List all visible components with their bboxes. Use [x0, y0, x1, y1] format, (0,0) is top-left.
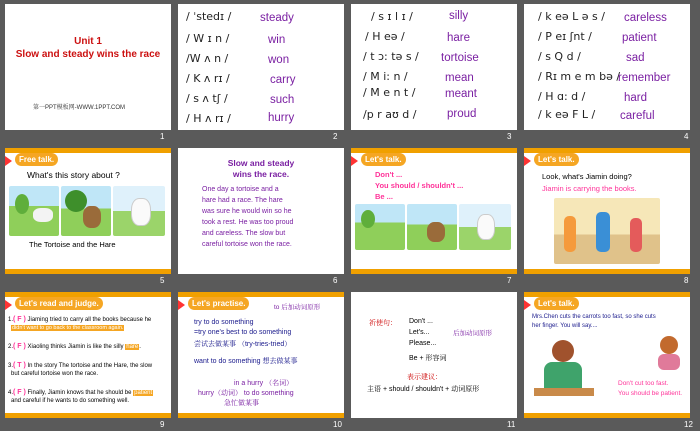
phrase-5: in a hurry （名词）	[234, 380, 294, 387]
item-4-mark: ( F )	[13, 389, 26, 396]
footer-text: 第一PPT模板网-WWW.1PPT.COM	[33, 105, 125, 111]
word-3: tortoise	[441, 52, 479, 64]
phrase-4: want to do something 想去做某事	[194, 358, 298, 365]
word-6: careful	[620, 110, 655, 122]
slide-number-9: 9	[160, 420, 165, 429]
bottom-bar	[178, 413, 344, 418]
item-3-line-2: but careful tortoise won the race.	[11, 371, 99, 377]
phonetic-6: / H ʌ rɪ /	[186, 112, 231, 125]
story-picture-2	[61, 186, 111, 236]
bullet-icon	[351, 156, 358, 166]
slide-number-5: 5	[160, 276, 165, 285]
slide-number-4: 4	[684, 132, 689, 141]
word-1: steady	[260, 12, 294, 24]
word-4: carry	[270, 74, 296, 86]
word-1: careless	[624, 12, 667, 24]
slide-number-2: 2	[333, 132, 338, 141]
story-picture-1	[9, 186, 59, 236]
phonetic-4: / Rɪ m e m bə /	[538, 70, 621, 83]
slide-number-3: 3	[507, 132, 512, 141]
section-pill: Let's talk.	[534, 153, 579, 166]
pattern-lets: Let's...	[409, 329, 430, 336]
label-suggestion: 表示建议：	[407, 374, 442, 381]
slide-thumbnail-10[interactable]	[178, 292, 344, 418]
story-line-6: careful tortoise won the race.	[202, 241, 292, 248]
classroom-picture	[554, 198, 660, 264]
word-5: hard	[624, 92, 648, 104]
slide-thumbnail-4[interactable]	[524, 4, 690, 130]
phonetic-1: / k eə L ə s /	[538, 10, 605, 23]
slide-number-8: 8	[684, 276, 689, 285]
question-text: Look, what's Jiamin doing?	[542, 172, 632, 181]
story-line-5: and careless. The slow but	[202, 230, 286, 237]
bottom-bar	[5, 413, 171, 418]
bubble-line-2: You should be patient.	[618, 390, 683, 397]
phonetic-2: / P eɪ ʃnt /	[538, 30, 592, 43]
phonetic-3: / s Q d /	[538, 50, 581, 63]
word-5: meant	[445, 88, 477, 100]
story-line-3: was sure he would win so he	[202, 208, 292, 215]
item-1-line-2: didn't want to go back to the classroom again.	[12, 325, 124, 331]
phonetic-2: / H eə /	[365, 30, 405, 43]
slide-number-7: 7	[507, 276, 512, 285]
item-3-mark: ( T )	[13, 362, 26, 369]
story-line-1: One day a tortoise and a	[202, 186, 279, 193]
slide-thumbnail-8[interactable]	[524, 148, 690, 274]
bullet-icon	[178, 300, 185, 310]
word-3: sad	[626, 52, 645, 64]
word-2: hare	[447, 32, 471, 44]
note-text: 后加动词原形	[453, 330, 492, 337]
bullet-icon	[524, 156, 531, 166]
section-pill: Let's talk.	[534, 297, 579, 310]
phonetic-3: / t ɔ: tə s /	[363, 50, 419, 63]
item-3-text: In the story The tortoise and the Hare, the slow	[27, 363, 153, 369]
section-pill: Let's read and judge.	[15, 297, 103, 310]
story-line-4: took a rest. He was too proud	[202, 219, 294, 226]
slide-thumbnail-3[interactable]	[351, 4, 517, 130]
label-imperative: 祈使句：	[369, 320, 397, 327]
teacher-picture	[654, 332, 684, 372]
phonetic-1: / ˈstedɪ /	[186, 10, 232, 23]
story-picture-1	[355, 204, 405, 250]
scenario-line-2: her finger. You will say....	[532, 323, 598, 329]
question-text: What's this story about ?	[27, 170, 120, 180]
phonetic-5: / H ɑ: d /	[538, 90, 586, 103]
item-1: 1.( F ) Jiaming tried to carry all the books because he	[8, 316, 152, 323]
pattern-please: Please...	[409, 340, 437, 347]
word-2: win	[268, 34, 286, 46]
phonetic-1: / s ɪ l ɪ /	[371, 10, 413, 23]
item-2: 2.( F ) Xiaoling thinks Jiamin is like the silly hare.	[8, 343, 141, 350]
word-6: proud	[447, 108, 477, 120]
slide-thumbnail-6[interactable]	[178, 148, 344, 274]
section-pill: Free talk.	[15, 153, 58, 166]
phonetic-5: / s ʌ tʃ /	[186, 92, 228, 105]
lesson-title: Slow and steady wins the race	[15, 49, 161, 60]
phonetic-6: /p r aʊ d /	[363, 108, 417, 121]
item-4-highlight: patient	[134, 390, 153, 396]
story-title-1: Slow and steady	[227, 158, 295, 168]
bullet-icon	[5, 156, 12, 166]
slide-number-1: 1	[160, 132, 165, 141]
word-6: hurry	[268, 112, 295, 124]
word-4: mean	[445, 72, 474, 84]
item-1-text: Jiaming tried to carry all the books because he	[27, 317, 152, 323]
phrase-6: hurry（动词） to do something	[198, 390, 294, 397]
bullet-icon	[524, 300, 531, 310]
item-4-text: Finally, Jiamin knows that he should be	[27, 390, 132, 396]
phonetic-2: / W ɪ n /	[186, 32, 230, 45]
phrase-7: 急忙做某事	[224, 400, 259, 407]
phrase-1: try to do something	[194, 319, 254, 326]
pattern-1: Don't ...	[375, 170, 403, 179]
story-picture-3	[459, 204, 511, 250]
bubble-line-1: Don't cut too fast.	[618, 380, 669, 387]
story-title-2: wins the race.	[232, 169, 290, 179]
phonetic-5: / M e n t /	[363, 86, 416, 99]
item-2-end: .	[139, 344, 141, 350]
slide-number-10: 10	[333, 420, 342, 429]
word-3: won	[268, 54, 290, 66]
slide-number-6: 6	[333, 276, 338, 285]
item-2-text: Xiaoling thinks Jiamin is like the silly	[27, 344, 124, 350]
section-pill: Let's talk.	[361, 153, 406, 166]
scenario-line-1: Mrs.Chen cuts the carrots too fast, so she cuts	[532, 314, 656, 320]
slide-number-11: 11	[507, 420, 516, 429]
story-line-2: hare had a race. The hare	[202, 197, 283, 204]
answer-text: Jiamin is carrying the books.	[542, 184, 637, 193]
item-2-highlight: hare	[126, 344, 139, 350]
story-picture-3	[113, 186, 165, 236]
mrs-chen-picture	[530, 334, 602, 406]
phonetic-4: / M i: n /	[363, 70, 408, 83]
slide-thumbnail-7[interactable]	[351, 148, 517, 274]
phonetic-6: / k eə F L /	[538, 108, 596, 121]
pattern-be: Be + 形容词	[409, 355, 447, 362]
slide-thumbnail-2[interactable]	[178, 4, 344, 130]
phrase-2: =try one's best to do something	[194, 329, 292, 336]
slide-thumbnail-5[interactable]	[5, 148, 171, 274]
word-4: remember	[618, 72, 671, 84]
phonetic-4: / K ʌ rɪ /	[186, 72, 230, 85]
word-2: patient	[622, 32, 657, 44]
unit-title: Unit 1	[74, 36, 102, 47]
pattern-dont: Don't ...	[409, 318, 433, 325]
phonetic-3: /W ʌ n /	[186, 52, 229, 65]
phrase-3: 尝试去做某事 （try-tries-tried）	[194, 341, 292, 348]
slide-thumbnail-1[interactable]	[5, 4, 171, 130]
section-pill: Let's practise.	[188, 297, 249, 310]
item-1-mark: ( F )	[13, 316, 26, 323]
slide-thumbnail-11[interactable]	[351, 292, 517, 418]
story-picture-2	[407, 204, 457, 250]
pattern-2: You should / shouldn't ...	[375, 181, 464, 190]
bottom-bar	[5, 269, 171, 274]
slide-thumbnail-12[interactable]	[524, 292, 690, 418]
slide-thumbnail-9[interactable]	[5, 292, 171, 418]
bottom-bar	[524, 269, 690, 274]
item-4-line-2: and careful if he wants to do something well.	[11, 398, 130, 404]
bottom-bar	[524, 413, 690, 418]
word-5: such	[270, 94, 295, 106]
bullet-icon	[5, 300, 12, 310]
story-caption: The Tortoise and the Hare	[29, 240, 116, 249]
item-3: 3.( T ) In the story The tortoise and the Hare, the slow	[8, 362, 153, 369]
pattern-should: 主语 + should / shouldn't + 动词原形	[367, 386, 480, 393]
note-text: to 后加动词原形	[274, 304, 321, 311]
slide-number-12: 12	[684, 420, 693, 429]
pattern-3: Be ...	[375, 192, 393, 201]
bottom-bar	[351, 269, 517, 274]
item-2-mark: ( F )	[13, 343, 26, 350]
item-4: 4.( F ) Finally, Jiamin knows that he should be patient	[8, 389, 153, 396]
word-1: silly	[449, 10, 469, 22]
